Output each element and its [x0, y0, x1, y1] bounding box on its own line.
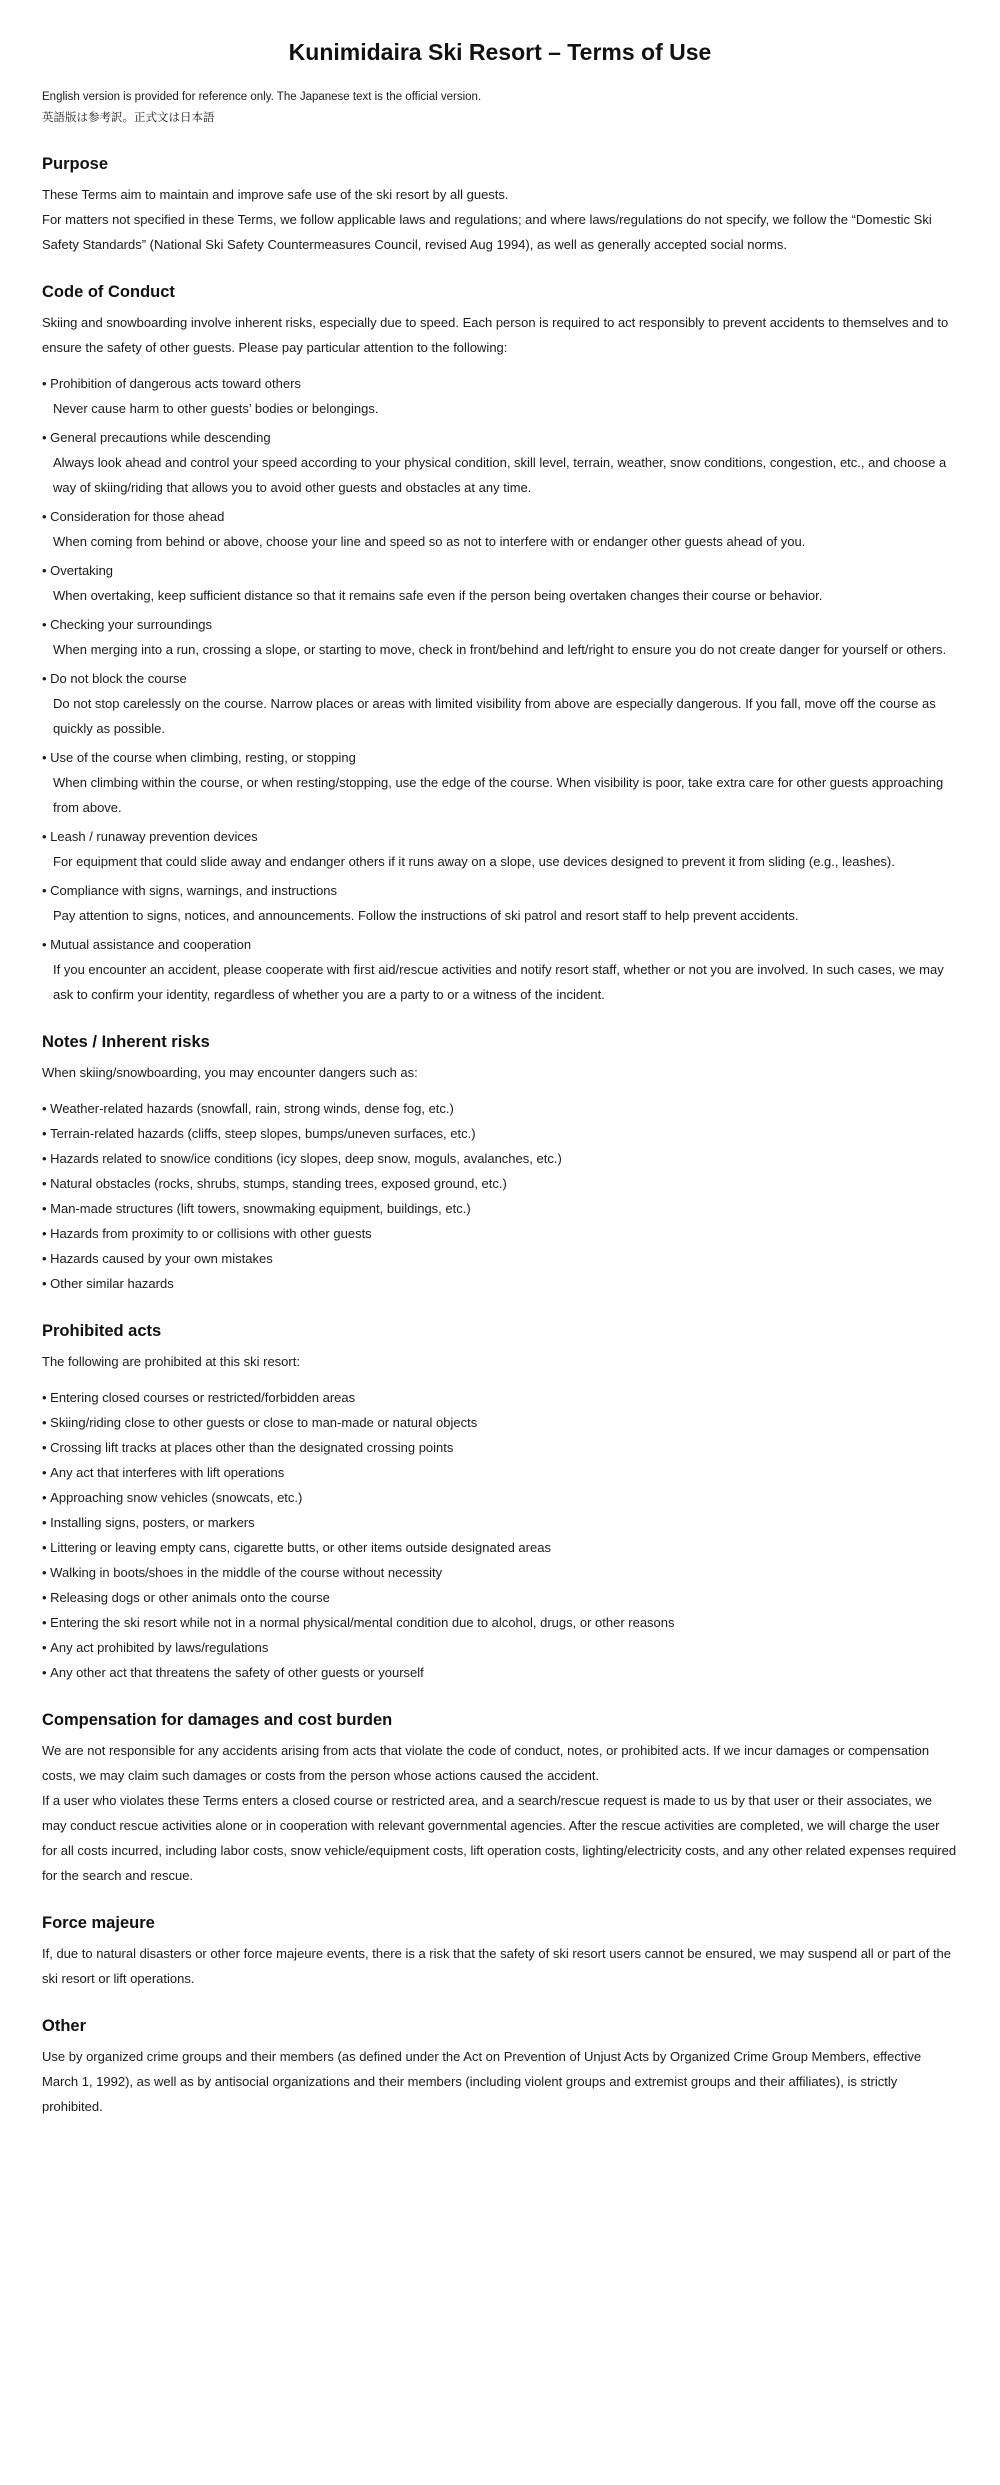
paragraph: The following are prohibited at this ski resort:: [42, 1353, 300, 1369]
bullet-description: When coming from behind or above, choose your line and speed so as not to interfere with or endanger other guests ahead of you.: [53, 533, 806, 549]
sections-container: [42, 155, 958, 2119]
list-item: [42, 1121, 958, 1146]
bullet-title: • Any act prohibited by laws/regulations: [42, 1635, 958, 1660]
section-notes-inherent-risks: [42, 1033, 958, 1296]
bullet-title: • Natural obstacles (rocks, shrubs, stumps, standing trees, exposed ground, etc.): [42, 1171, 958, 1196]
bullet-title: • Leash / runaway prevention devices: [42, 824, 958, 849]
bullet-title: • Hazards caused by your own mistakes: [42, 1246, 958, 1271]
list-item: [42, 504, 958, 554]
page-title: Kunimidaira Ski Resort – Terms of Use: [288, 39, 712, 65]
list-item: [42, 1610, 958, 1635]
bullet-title: • Compliance with signs, warnings, and instructions: [42, 878, 958, 903]
bullet-title: • Man-made structures (lift towers, snowmaking equipment, buildings, etc.): [42, 1196, 958, 1221]
section-heading: Force majeure: [42, 1913, 155, 1932]
paragraph: We are not responsible for any accidents arising from acts that violate the code of conduct, notes, or prohibited acts. If we incur damages or compensation costs, we may claim such damages or costs from the person whose actions caused the accident.: [42, 1742, 930, 1783]
bullet-title: • Mutual assistance and cooperation: [42, 932, 958, 957]
list-item: [42, 932, 958, 1007]
list-item: [42, 1196, 958, 1221]
list-item: [42, 878, 958, 928]
section-heading: Purpose: [42, 154, 109, 173]
list-item: [42, 824, 958, 874]
list-item: [42, 425, 958, 500]
bullet-title: • Entering closed courses or restricted/forbidden areas: [42, 1385, 958, 1410]
bullet-description: Always look ahead and control your speed according to your physical condition, skill level, terrain, weather, snow conditions, congestion, etc., and choose a way of skiing/riding that allows you to avoid other guests and obstacles at any time.: [53, 454, 947, 495]
bullet-description: When merging into a run, crossing a slope, or starting to move, check in front/behind and left/right to ensure you do not create danger for yourself or others.: [53, 641, 947, 657]
section-heading: Compensation for damages and cost burden: [42, 1710, 393, 1729]
list-item: [42, 1585, 958, 1610]
bullet-title: • Do not block the course: [42, 666, 958, 691]
bullet-description: For equipment that could slide away and endanger others if it runs away on a slope, use devices designed to prevent it from sliding (e.g., leashes).: [53, 853, 895, 869]
bullet-title: • Other similar hazards: [42, 1271, 958, 1296]
paragraph: If a user who violates these Terms enters a closed course or restricted area, and a search/rescue request is made to us by that user or their associates, we may conduct rescue activities alone or in cooperation with relevant governmental agencies. After the rescue activities are completed, we will charge the user for all costs incurred, including labor costs, snow vehicle/equipment costs, lift operation costs, lighting/electricity costs, and any other related expenses required for the search and rescue.: [42, 1792, 957, 1883]
list-item: [42, 1410, 958, 1435]
list-item: [42, 1146, 958, 1171]
section-heading: Prohibited acts: [42, 1321, 162, 1340]
bullet-title: • Checking your surroundings: [42, 612, 958, 637]
section-force-majeure: [42, 1914, 958, 1991]
bullet-description: Do not stop carelessly on the course. Narrow places or areas with limited visibility from above are especially dangerous. If you fall, move off the course as quickly as possible.: [53, 695, 936, 736]
bullet-title: • Prohibition of dangerous acts toward others: [42, 371, 958, 396]
list-item: [42, 1660, 958, 1685]
list-item: [42, 1535, 958, 1560]
list-item: [42, 1560, 958, 1585]
list-item: [42, 1510, 958, 1535]
paragraph: Skiing and snowboarding involve inherent risks, especially due to speed. Each person is required to act responsibly to prevent accidents to themselves and to ensure the safety of other guests. Please pay particular attention to the following:: [42, 314, 949, 355]
section-heading: Other: [42, 2016, 87, 2035]
paragraph: If, due to natural disasters or other force majeure events, there is a risk that the safety of ski resort users cannot be ensured, we may suspend all or part of the ski resort or lift operations.: [42, 1945, 952, 1986]
list-item: [42, 1221, 958, 1246]
bullet-title: • Releasing dogs or other animals onto the course: [42, 1585, 958, 1610]
note-japanese: 英語版は参考訳。正式文は日本語: [42, 111, 215, 124]
paragraph: Use by organized crime groups and their members (as defined under the Act on Prevention of Unjust Acts by Organized Crime Group Members, effective March 1, 1992), as well as by antisocial organizations and their members (including violent groups and extremist groups and their affiliates), is strictly prohibited.: [42, 2048, 922, 2114]
section-heading: Code of Conduct: [42, 282, 175, 301]
bullet-list: [42, 1096, 958, 1296]
list-item: [42, 1435, 958, 1460]
bullet-description: If you encounter an accident, please cooperate with first aid/rescue activities and notify resort staff, whether or not you are involved. In such cases, we may ask to confirm your identity, regardless of whether you are a party to or a witness of the incident.: [53, 961, 944, 1002]
bullet-title: • Entering the ski resort while not in a normal physical/mental condition due to alcohol, drugs, or other reasons: [42, 1610, 958, 1635]
paragraph: These Terms aim to maintain and improve safe use of the ski resort by all guests.: [42, 186, 509, 202]
bullet-title: • Any act that interferes with lift operations: [42, 1460, 958, 1485]
paragraph: When skiing/snowboarding, you may encounter dangers such as:: [42, 1064, 418, 1080]
section-compensation: [42, 1711, 958, 1888]
bullet-title: • Littering or leaving empty cans, cigarette butts, or other items outside designated areas: [42, 1535, 958, 1560]
bullet-title: • Walking in boots/shoes in the middle of the course without necessity: [42, 1560, 958, 1585]
note-english: English version is provided for reference only. The Japanese text is the official version.: [42, 90, 482, 103]
bullet-description: When overtaking, keep sufficient distance so that it remains safe even if the person being overtaken changes their course or behavior.: [53, 587, 823, 603]
section-prohibited-acts: [42, 1322, 958, 1685]
bullet-description: Never cause harm to other guests’ bodies or belongings.: [53, 400, 379, 416]
bullet-title: • Approaching snow vehicles (snowcats, etc.): [42, 1485, 958, 1510]
bullet-list: [42, 371, 958, 1007]
bullet-title: • General precautions while descending: [42, 425, 958, 450]
paragraph: For matters not specified in these Terms, we follow applicable laws and regulations; and where laws/regulations do not specify, we follow the “Domestic Ski Safety Standards” (National Ski Safety Countermeasures Council, revised Aug 1994), as well as generally accepted social norms.: [42, 211, 932, 252]
list-item: [42, 666, 958, 741]
bullet-title: • Hazards from proximity to or collisions with other guests: [42, 1221, 958, 1246]
list-item: [42, 745, 958, 820]
bullet-title: • Weather-related hazards (snowfall, rain, strong winds, dense fog, etc.): [42, 1096, 958, 1121]
list-item: [42, 1460, 958, 1485]
list-item: [42, 1246, 958, 1271]
list-item: [42, 1271, 958, 1296]
section-other: [42, 2017, 958, 2119]
bullet-description: Pay attention to signs, notices, and announcements. Follow the instructions of ski patrol and resort staff to help prevent accidents.: [53, 907, 799, 923]
list-item: [42, 1385, 958, 1410]
bullet-title: • Any other act that threatens the safety of other guests or yourself: [42, 1660, 958, 1685]
list-item: [42, 1171, 958, 1196]
bullet-title: • Installing signs, posters, or markers: [42, 1510, 958, 1535]
bullet-title: • Overtaking: [42, 558, 958, 583]
list-item: [42, 1096, 958, 1121]
list-item: [42, 558, 958, 608]
bullet-description: When climbing within the course, or when resting/stopping, use the edge of the course. When visibility is poor, take extra care for other guests approaching from above.: [53, 774, 944, 815]
bullet-title: • Use of the course when climbing, resting, or stopping: [42, 745, 958, 770]
bullet-title: • Hazards related to snow/ice conditions (icy slopes, deep snow, moguls, avalanches, etc.): [42, 1146, 958, 1171]
bullet-title: • Skiing/riding close to other guests or close to man-made or natural objects: [42, 1410, 958, 1435]
list-item: [42, 612, 958, 662]
list-item: [42, 1635, 958, 1660]
bullet-title: • Terrain-related hazards (cliffs, steep slopes, bumps/uneven surfaces, etc.): [42, 1121, 958, 1146]
section-code-of-conduct: [42, 283, 958, 1007]
bullet-title: • Consideration for those ahead: [42, 504, 958, 529]
section-heading: Notes / Inherent risks: [42, 1032, 210, 1051]
list-item: [42, 1485, 958, 1510]
list-item: [42, 371, 958, 421]
bullet-list: [42, 1385, 958, 1685]
section-purpose: [42, 155, 958, 257]
bullet-title: • Crossing lift tracks at places other than the designated crossing points: [42, 1435, 958, 1460]
